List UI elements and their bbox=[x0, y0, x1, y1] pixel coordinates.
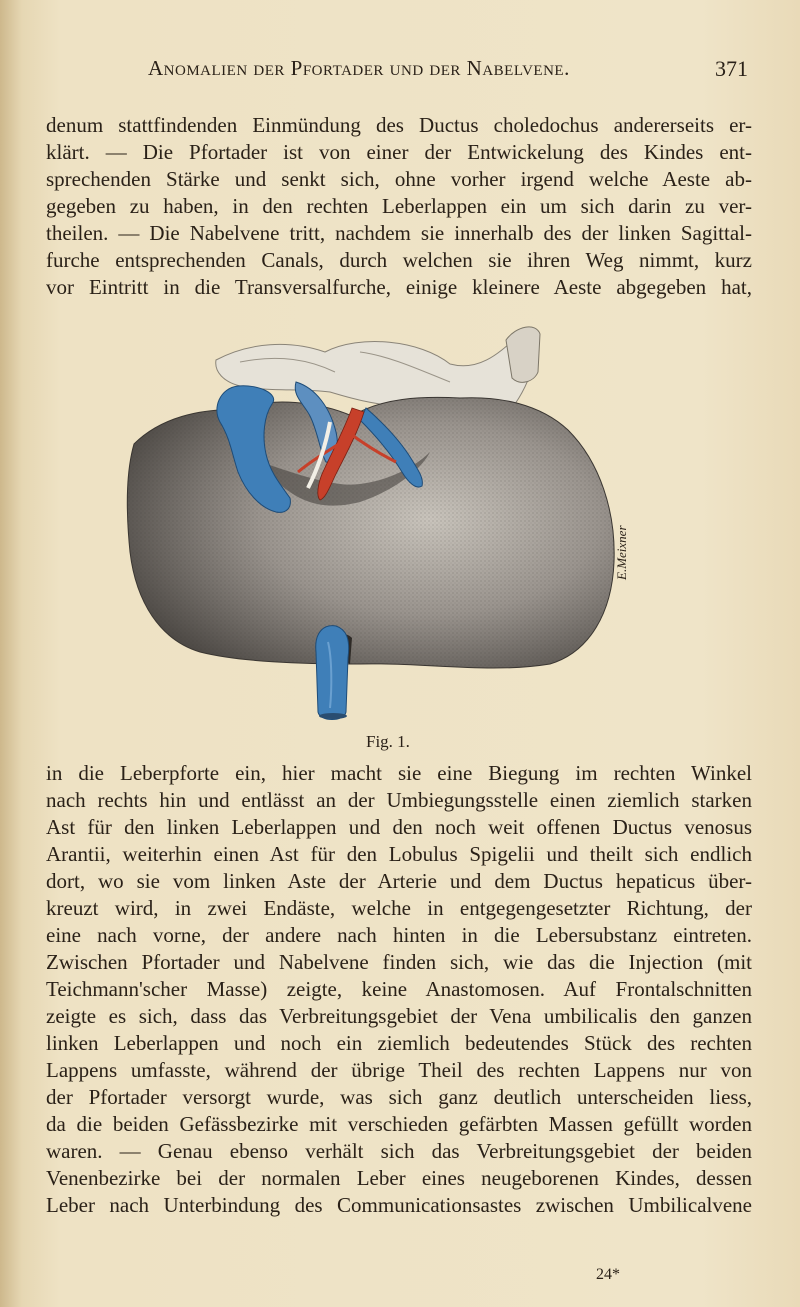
text-line: klärt. — Die Pfortader ist von einer der Entwickelung des Kindes ent- bbox=[46, 140, 752, 164]
text-line: in die Leberpforte ein, hier macht sie eine Biegung im rechten Winkel bbox=[46, 761, 752, 785]
page-number: 371 bbox=[715, 56, 748, 81]
text-line: zeigte es sich, dass das Verbreitungsgebiet der Vena umbilicalis den ganzen bbox=[46, 1004, 752, 1028]
liver-drawing bbox=[120, 312, 680, 732]
text-line: Leber nach Unterbindung des Communicationsastes zwischen Umbilicalvene bbox=[46, 1193, 752, 1217]
text-line: linken Leberlappen und noch ein ziemlich bedeutendes Stück des rechten bbox=[46, 1031, 752, 1055]
text-line: vor Eintritt in die Transversalfurche, einige kleinere Aeste abgegeben hat, bbox=[46, 275, 752, 299]
text-line: waren. — Genau ebenso verhält sich das Verbreitungsgebiet der beiden bbox=[46, 1139, 752, 1163]
text-line: gegeben zu haben, in den rechten Leberlappen ein um sich darin zu ver- bbox=[46, 194, 752, 218]
liver-illustration bbox=[120, 312, 680, 732]
text-line: dort, wo sie vom linken Aste der Arterie und dem Ductus hepaticus über- bbox=[46, 869, 752, 893]
page-header bbox=[148, 56, 748, 84]
text-line: Teichmann'scher Masse) zeigte, keine Anastomosen. Auf Frontalschnitten bbox=[46, 977, 752, 1001]
sheet-signature-mark: 24* bbox=[596, 1266, 620, 1283]
text-line: Zwischen Pfortader und Nabelvene finden sich, wie das die Injection (mit bbox=[46, 950, 752, 974]
text-line: eine nach vorne, der andere nach hinten in die Lebersubstanz eintreten. bbox=[46, 923, 752, 947]
text-line: Lappens umfasste, während der übrige Theil des rechten Lappens nur von bbox=[46, 1058, 752, 1082]
paragraph-1 bbox=[46, 112, 752, 301]
paragraph-2 bbox=[46, 760, 752, 1219]
text-line: kreuzt wird, in zwei Endäste, welche in entgegengesetzter Richtung, der bbox=[46, 896, 752, 920]
text-line: sprechenden Stärke und senkt sich, ohne vorher irgend welche Aeste ab- bbox=[46, 167, 752, 191]
text-line: Arantii, weiterhin einen Ast für den Lobulus Spigelii und theilt sich endlich bbox=[46, 842, 752, 866]
illustrator-signature: E.Meixner bbox=[614, 525, 629, 580]
text-line: Venenbezirke bei der normalen Leber eines neugeborenen Kindes, dessen bbox=[46, 1166, 752, 1190]
text-line: theilen. — Die Nabelvene tritt, nachdem sie innerhalb des der linken Sagittal- bbox=[46, 221, 752, 245]
text-line: furche entsprechenden Canals, durch welchen sie ihren Weg nimmt, kurz bbox=[46, 248, 752, 272]
text-line: nach rechts hin und entlässt an der Umbiegungsstelle einen ziemlich starken bbox=[46, 788, 752, 812]
text-line: denum stattfindenden Einmündung des Ductus choledochus andererseits er- bbox=[46, 113, 752, 137]
running-head: Anomalien der Pfortader und der Nabelvene. bbox=[148, 56, 570, 80]
text-line: da die beiden Gefässbezirke mit verschieden gefärbten Massen gefüllt worden bbox=[46, 1112, 752, 1136]
text-line: Ast für den linken Leberlappen und den noch weit offenen Ductus venosus bbox=[46, 815, 752, 839]
figure-caption: Fig. 1. bbox=[366, 732, 410, 751]
text-line: der Pfortader versorgt wurde, was sich ganz deutlich unterscheiden liess, bbox=[46, 1085, 752, 1109]
